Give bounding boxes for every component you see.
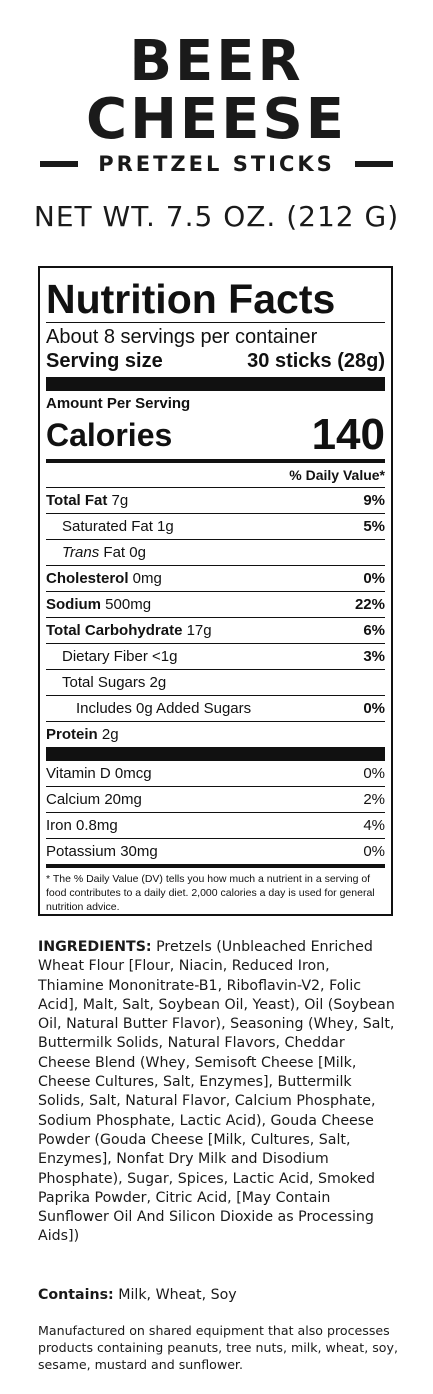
nutrient-label: Protein: [46, 726, 98, 743]
nutrient-amount: 500mg: [101, 596, 152, 613]
nutrient-row-total-sugars: [46, 669, 385, 695]
contains-heading: Contains:: [38, 1287, 114, 1303]
thick-divider: [46, 747, 385, 761]
calories-value: 140: [311, 410, 385, 459]
vitamin-row-calcium: [46, 786, 385, 812]
divider: [46, 322, 385, 323]
nutrient-row-sodium: [46, 591, 385, 617]
nutrient-row-total-carbohydrate: [46, 617, 385, 643]
ingredients-text: Pretzels (Unbleached Enriched Wheat Flour [Flour, Niacin, Reduced Iron, Thiamine Mononitrate-B1, Riboflavin-V2, Folic Acid], Malt, Salt, Soybean Oil, Yeast), Oil (Soybean Oil, Natural Butter Flavor), Seasoning (Whey, Salt, Buttermilk Solids, Natural Flavors, Cheddar Cheese Blend (Whey, Semisoft Cheese [Milk, Cheese Cultures, Salt, Enzymes], Buttermilk Solids, Salt, Natural Flavor, Calcium Phosphate, Sodium Phosphate, Lactic Acid), Gouda Cheese Powder (Gouda Cheese [Milk, Cultures, Salt, Enzymes], Nonfat Dry Milk and Disodium Phosphate), Sugar, Spices, Lactic Acid, Smoked Paprika Powder, Citric Acid, [May Contain Sunflower Oil And Silicon Dioxide as Processing Aids]): [38, 939, 395, 1245]
vitamin-label: Iron 0.8mg: [46, 817, 118, 834]
vitamin-dv: 0%: [363, 765, 385, 782]
nutrient-row-saturated-fat: [46, 513, 385, 539]
brand-subtitle-row: [40, 150, 393, 178]
nutrient-dv: 3%: [363, 648, 385, 665]
nutrition-facts-title: Nutrition Facts: [46, 276, 336, 322]
nutrient-label: Saturated Fat: [62, 518, 153, 535]
calories-label: Calories: [46, 417, 173, 453]
nutrient-row-trans-fat: [46, 539, 385, 565]
amount-per-serving: Amount Per Serving: [46, 395, 191, 412]
nutrient-amount: <1g: [147, 648, 178, 665]
nutrient-label: Dietary Fiber: [62, 648, 148, 665]
contains-text: Milk, Wheat, Soy: [113, 1287, 237, 1303]
nutrient-dv: 0%: [363, 570, 385, 587]
nutrient-label: Trans: [62, 544, 100, 561]
nutrient-dv: 0%: [363, 700, 385, 717]
net-weight: NET WT. 7.5 OZ. (212 G): [33, 200, 400, 233]
nutrient-amount: 7g: [107, 492, 129, 509]
brand-title-line-2: CHEESE: [85, 87, 348, 152]
nutrient-amount: Fat 0g: [99, 544, 146, 561]
right-divider-bar: [355, 161, 393, 167]
nutrient-dv: 22%: [354, 596, 385, 613]
vitamin-label: Potassium 30mg: [46, 843, 158, 860]
daily-value-footnote: * The % Daily Value (DV) tells you how much a nutrient in a serving of food contributes to a daily diet. 2,000 calories a day is used for general nutrition advice.: [46, 873, 375, 913]
nutrient-row-cholesterol: [46, 565, 385, 591]
nutrient-label: Total Fat: [46, 492, 108, 509]
ingredients-heading: INGREDIENTS:: [38, 939, 152, 955]
ingredients-block: [38, 938, 398, 1247]
nutrient-amount: 1g: [152, 518, 174, 535]
calories-row: [46, 410, 385, 459]
nutrient-label: Total Carbohydrate: [46, 622, 183, 639]
manufacturing-statement: Manufactured on shared equipment that also processes products containing peanuts, tree nuts, milk, wheat, soy, sesame, mustard and sunflower.: [38, 1323, 398, 1372]
nutrient-row-added-sugars: [46, 695, 385, 721]
nutrient-amount: 2g: [97, 726, 119, 743]
serving-size-row: [46, 349, 385, 373]
vitamin-label: Vitamin D 0mcg: [46, 765, 152, 782]
nutrition-facts-panel: [38, 266, 393, 916]
serving-size-value: 30 sticks (28g): [247, 350, 385, 372]
nutrient-dv: 6%: [363, 622, 385, 639]
servings-per-container: About 8 servings per container: [46, 326, 318, 348]
nutrient-amount: 0mg: [128, 570, 162, 587]
vitamin-dv: 2%: [363, 791, 385, 808]
nutrient-row-total-fat: [46, 487, 385, 513]
vitamin-dv: 0%: [363, 843, 385, 860]
vitamin-row-iron: [46, 812, 385, 838]
vitamin-label: Calcium 20mg: [46, 791, 142, 808]
brand-subtitle: PRETZEL STICKS: [98, 152, 335, 176]
thick-divider: [46, 377, 385, 391]
brand-title-line-1: BEER: [129, 29, 304, 94]
nutrient-label: Sodium: [46, 596, 101, 613]
nutrient-amount: 17g: [182, 622, 212, 639]
allergen-contains: [38, 1286, 398, 1305]
nutrient-amount: 2g: [145, 674, 167, 691]
left-divider-bar: [40, 161, 78, 167]
daily-value-header: % Daily Value*: [289, 467, 385, 483]
serving-size-label: Serving size: [46, 350, 163, 372]
nutrient-label: Includes 0g Added Sugars: [76, 700, 252, 717]
nutrient-dv: 5%: [363, 518, 385, 535]
vitamin-row-potassium: [46, 838, 385, 864]
vitamin-row-vitamin-d: [46, 761, 385, 786]
nutrient-label: Total Sugars: [62, 674, 146, 691]
vitamin-dv: 4%: [363, 817, 385, 834]
nutrient-row-dietary-fiber: [46, 643, 385, 669]
nutrient-dv: 9%: [363, 492, 385, 509]
nutrient-label: Cholesterol: [46, 570, 129, 587]
nutrient-row-protein: [46, 721, 385, 747]
